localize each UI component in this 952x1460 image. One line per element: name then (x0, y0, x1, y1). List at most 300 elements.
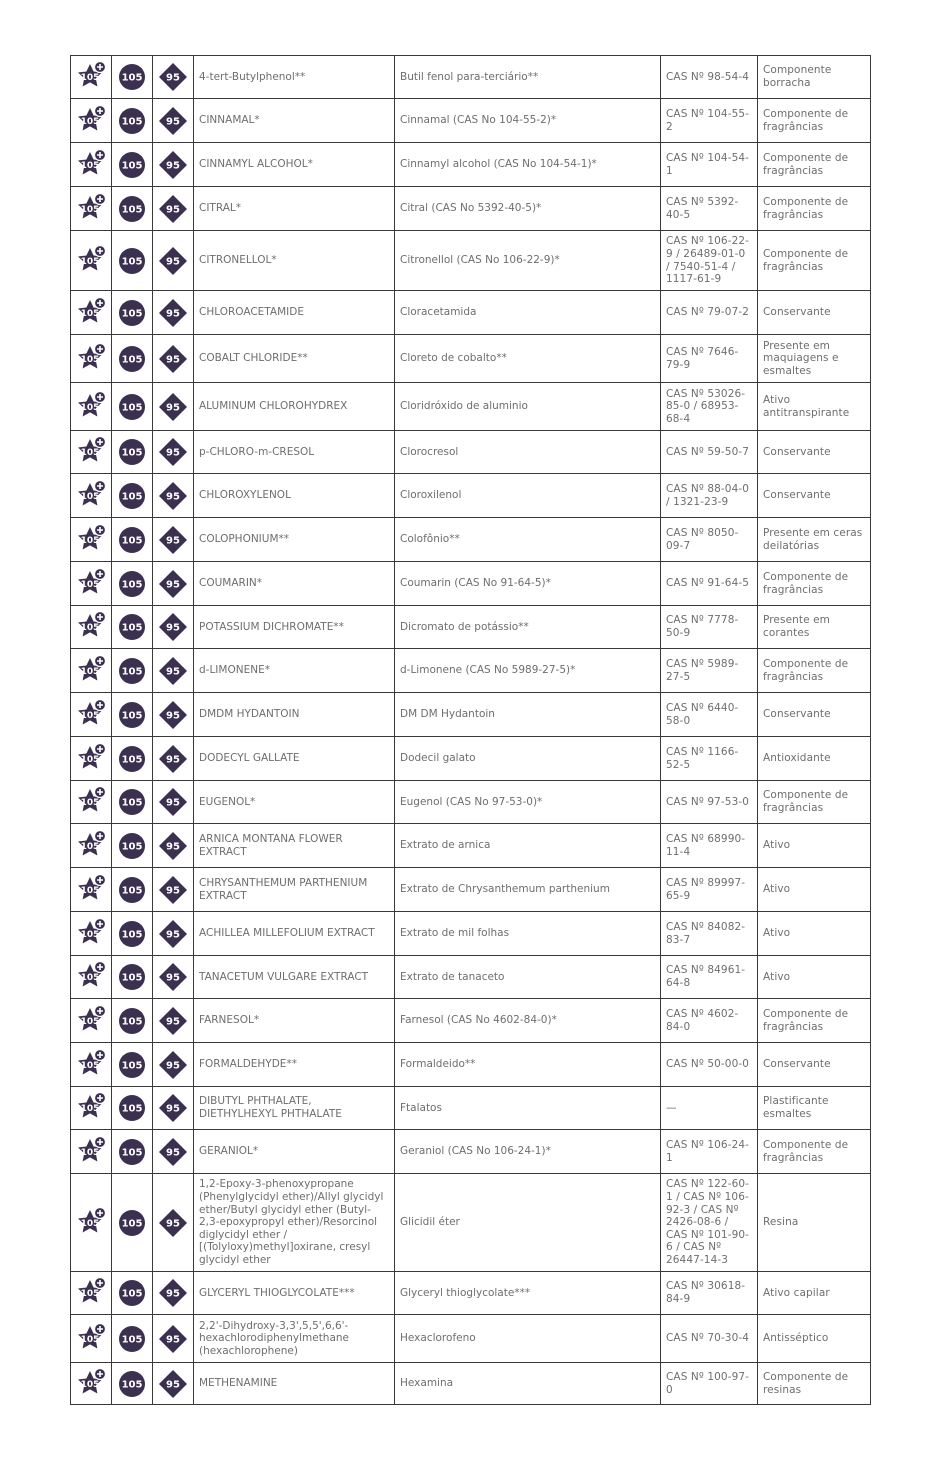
diamond-95-icon (157, 480, 189, 512)
function-cell: Resina (758, 1174, 871, 1272)
svg-text:105: 105 (80, 710, 100, 721)
function-cell: Componente de fragrâncias (758, 99, 871, 143)
circle-105-icon (117, 875, 147, 905)
svg-text:105: 105 (80, 160, 100, 171)
circle-105-icon (117, 525, 147, 555)
star-plus-105-icon (74, 1276, 108, 1310)
plus-badge-cell (71, 956, 112, 999)
circle-badge-cell (112, 1043, 153, 1087)
circle-105-icon (117, 1324, 147, 1354)
table-row (71, 431, 871, 474)
plus-badge-cell (71, 431, 112, 474)
cas-number-cell: CAS Nº 91-64-5 (661, 562, 758, 606)
svg-text:95: 95 (166, 256, 180, 267)
diamond-badge-cell (153, 518, 194, 562)
plus-badge-cell (71, 518, 112, 562)
diamond-95-icon (157, 343, 189, 375)
plus-badge-cell (71, 606, 112, 649)
circle-105-icon (117, 298, 147, 328)
cas-number-cell: CAS Nº 5392-40-5 (661, 187, 758, 231)
circle-105-icon (117, 62, 147, 92)
function-cell: Ativo (758, 824, 871, 868)
diamond-95-icon (157, 1136, 189, 1168)
portuguese-name-cell: Citral (CAS No 5392-40-5)* (395, 187, 661, 231)
svg-text:105: 105 (121, 1334, 143, 1345)
inci-name-cell: CHLOROACETAMIDE (194, 291, 395, 335)
plus-badge-cell (71, 649, 112, 693)
svg-text:105: 105 (80, 666, 100, 677)
diamond-badge-cell (153, 781, 194, 824)
inci-name-cell: FORMALDEHYDE** (194, 1043, 395, 1087)
circle-105-icon (117, 481, 147, 511)
cas-number-cell: CAS Nº 88-04-0 / 1321-23-9 (661, 474, 758, 518)
svg-text:105: 105 (121, 929, 143, 940)
inci-name-cell: METHENAMINE (194, 1363, 395, 1405)
svg-text:95: 95 (166, 354, 180, 365)
svg-text:105: 105 (121, 535, 143, 546)
portuguese-name-cell: DM DM Hydantoin (395, 693, 661, 737)
cas-number-cell: CAS Nº 1166-52-5 (661, 737, 758, 781)
plus-badge-cell (71, 1130, 112, 1174)
plus-badge-cell (71, 231, 112, 291)
portuguese-name-cell: Clorocresol (395, 431, 661, 474)
diamond-badge-cell (153, 143, 194, 187)
svg-text:105: 105 (80, 623, 100, 633)
table-row (71, 187, 871, 231)
svg-text:105: 105 (121, 116, 143, 127)
inci-name-cell: 4-tert-Butylphenol** (194, 56, 395, 99)
svg-text:95: 95 (166, 160, 180, 171)
plus-badge-cell (71, 143, 112, 187)
diamond-95-icon (157, 786, 189, 818)
star-plus-105-icon (74, 479, 108, 513)
function-cell: Ativo (758, 912, 871, 956)
circle-badge-cell (112, 1130, 153, 1174)
function-cell: Conservante (758, 431, 871, 474)
star-plus-105-icon (74, 148, 108, 182)
diamond-95-icon (157, 611, 189, 643)
diamond-95-icon (157, 699, 189, 731)
inci-name-cell: CHLOROXYLENOL (194, 474, 395, 518)
diamond-badge-cell (153, 1272, 194, 1315)
circle-badge-cell (112, 99, 153, 143)
function-cell: Componente de fragrâncias (758, 999, 871, 1043)
svg-text:95: 95 (166, 447, 180, 459)
table-row (71, 956, 871, 999)
plus-badge-cell (71, 187, 112, 231)
inci-name-cell: COLOPHONIUM** (194, 518, 395, 562)
svg-text:105: 105 (80, 798, 100, 808)
inci-name-cell: p-CHLORO-m-CRESOL (194, 431, 395, 474)
svg-text:105: 105 (121, 204, 143, 215)
inci-name-cell: d-LIMONENE* (194, 649, 395, 693)
diamond-95-icon (157, 1277, 189, 1309)
circle-105-icon (117, 1093, 147, 1123)
svg-text:105: 105 (121, 1379, 143, 1390)
star-plus-105-icon (74, 610, 108, 644)
table-row (71, 1363, 871, 1405)
inci-name-cell: DMDM HYDANTOIN (194, 693, 395, 737)
diamond-95-icon (157, 1207, 189, 1239)
diamond-95-icon (157, 1049, 189, 1081)
cas-number-cell: CAS Nº 68990-11-4 (661, 824, 758, 868)
svg-text:95: 95 (166, 579, 180, 590)
svg-text:105: 105 (121, 972, 143, 984)
star-plus-105-icon (74, 1206, 108, 1240)
svg-text:105: 105 (80, 1016, 100, 1027)
portuguese-name-cell: Butil fenol para-terciário** (395, 56, 661, 99)
function-cell: Componente de resinas (758, 1363, 871, 1405)
svg-text:95: 95 (166, 535, 180, 546)
diamond-badge-cell (153, 1043, 194, 1087)
table-row (71, 781, 871, 824)
portuguese-name-cell: Dicromato de potássio** (395, 606, 661, 649)
table-row (71, 693, 871, 737)
svg-text:95: 95 (166, 666, 180, 677)
cas-number-cell: CAS Nº 79-07-2 (661, 291, 758, 335)
table-row (71, 291, 871, 335)
cas-number-cell: CAS Nº 84961-64-8 (661, 956, 758, 999)
cas-number-cell: CAS Nº 106-22-9 / 26489-01-0 / 7540-51-4 / 1117-61-9 (661, 231, 758, 291)
star-plus-105-icon (74, 960, 108, 994)
cas-number-cell: CAS Nº 5989-27-5 (661, 649, 758, 693)
plus-badge-cell (71, 868, 112, 912)
inci-name-cell: DIBUTYL PHTHALATE, DIETHYLHEXYL PHTHALATE (194, 1087, 395, 1130)
star-plus-105-icon (74, 785, 108, 819)
circle-105-icon (117, 700, 147, 730)
plus-badge-cell (71, 912, 112, 956)
star-plus-105-icon (74, 1048, 108, 1082)
plus-badge-cell (71, 383, 112, 431)
svg-text:95: 95 (166, 797, 180, 809)
table-row (71, 474, 871, 518)
inci-name-cell: CINNAMYL ALCOHOL* (194, 143, 395, 187)
diamond-badge-cell (153, 1130, 194, 1174)
star-plus-105-icon (74, 342, 108, 376)
circle-badge-cell (112, 868, 153, 912)
plus-badge-cell (71, 562, 112, 606)
diamond-badge-cell (153, 231, 194, 291)
circle-105-icon (117, 194, 147, 224)
table-row (71, 1272, 871, 1315)
function-cell: Componente de fragrâncias (758, 231, 871, 291)
diamond-95-icon (157, 149, 189, 181)
cas-number-cell: CAS Nº 8050-09-7 (661, 518, 758, 562)
portuguese-name-cell: Cinnamal (CAS No 104-55-2)* (395, 99, 661, 143)
function-cell: Componente de fragrâncias (758, 143, 871, 187)
svg-text:105: 105 (80, 402, 100, 413)
circle-105-icon (117, 831, 147, 861)
svg-text:105: 105 (121, 308, 143, 319)
star-plus-105-icon (74, 1367, 108, 1401)
diamond-95-icon (157, 297, 189, 329)
function-cell: Antioxidante (758, 737, 871, 781)
diamond-95-icon (157, 1005, 189, 1037)
circle-badge-cell (112, 431, 153, 474)
diamond-badge-cell (153, 868, 194, 912)
diamond-badge-cell (153, 999, 194, 1043)
cas-number-cell: CAS Nº 100-97-0 (661, 1363, 758, 1405)
function-cell: Componente de fragrâncias (758, 187, 871, 231)
svg-text:95: 95 (166, 402, 180, 413)
diamond-badge-cell (153, 737, 194, 781)
svg-text:105: 105 (80, 973, 100, 983)
svg-text:95: 95 (166, 204, 180, 215)
portuguese-name-cell: Hexamina (395, 1363, 661, 1405)
diamond-badge-cell (153, 335, 194, 383)
diamond-badge-cell (153, 291, 194, 335)
star-plus-105-icon (74, 244, 108, 278)
portuguese-name-cell: d-Limonene (CAS No 5989-27-5)* (395, 649, 661, 693)
circle-105-icon (117, 1006, 147, 1036)
diamond-badge-cell (153, 187, 194, 231)
table-row (71, 335, 871, 383)
cas-number-cell: CAS Nº 30618-84-9 (661, 1272, 758, 1315)
table-row (71, 383, 871, 431)
table-row (71, 912, 871, 956)
table-row (71, 518, 871, 562)
portuguese-name-cell: Cloridróxido de aluminio (395, 383, 661, 431)
plus-badge-cell (71, 1315, 112, 1363)
cas-number-cell: CAS Nº 104-55-2 (661, 99, 758, 143)
function-cell: Componente de fragrâncias (758, 562, 871, 606)
plus-badge-cell (71, 1043, 112, 1087)
function-cell: Ativo antitranspirante (758, 383, 871, 431)
cas-number-cell: CAS Nº 122-60-1 / CAS Nº 106-92-3 / CAS Nº 2426-08-6 / CAS Nº 101-90-6 / CAS Nº 26447-14-3 (661, 1174, 758, 1272)
circle-105-icon (117, 1369, 147, 1399)
cas-number-cell: CAS Nº 98-54-4 (661, 56, 758, 99)
table-row (71, 1174, 871, 1272)
inci-name-cell: DODECYL GALLATE (194, 737, 395, 781)
diamond-95-icon (157, 105, 189, 137)
diamond-badge-cell (153, 562, 194, 606)
svg-text:105: 105 (121, 354, 143, 365)
circle-badge-cell (112, 1174, 153, 1272)
diamond-badge-cell (153, 1174, 194, 1272)
diamond-95-icon (157, 1368, 189, 1400)
table-row (71, 231, 871, 291)
circle-badge-cell (112, 474, 153, 518)
star-plus-105-icon (74, 1322, 108, 1356)
cas-number-cell: CAS Nº 84082-83-7 (661, 912, 758, 956)
circle-badge-cell (112, 1315, 153, 1363)
svg-text:105: 105 (80, 1218, 100, 1229)
inci-name-cell: 1,2-Epoxy-3-phenoxypropane (Phenylglycidyl ether)/Allyl glycidyl ether/Butyl glycidyl ether (Butyl-2,3-epoxypropyl ether)/Resorcinol diglycidyl ether / [(Tolyloxy)methyl]oxirane, cresyl glycidyl ether (194, 1174, 395, 1272)
diamond-badge-cell (153, 56, 194, 99)
portuguese-name-cell: Geraniol (CAS No 106-24-1)* (395, 1130, 661, 1174)
ingredients-table (70, 55, 871, 1405)
diamond-95-icon (157, 61, 189, 93)
diamond-95-icon (157, 743, 189, 775)
diamond-95-icon (157, 655, 189, 687)
portuguese-name-cell: Dodecil galato (395, 737, 661, 781)
svg-text:105: 105 (121, 447, 143, 459)
svg-text:105: 105 (80, 1289, 100, 1299)
svg-text:105: 105 (80, 1334, 100, 1345)
cas-number-cell: CAS Nº 89997-65-9 (661, 868, 758, 912)
circle-badge-cell (112, 912, 153, 956)
svg-text:95: 95 (166, 1288, 180, 1300)
ingredients-table-body (71, 56, 871, 1405)
circle-badge-cell (112, 781, 153, 824)
plus-badge-cell (71, 1174, 112, 1272)
circle-badge-cell (112, 1087, 153, 1130)
svg-text:105: 105 (80, 256, 100, 267)
table-row (71, 824, 871, 868)
svg-text:105: 105 (121, 256, 143, 267)
diamond-95-icon (157, 918, 189, 950)
diamond-badge-cell (153, 431, 194, 474)
diamond-95-icon (157, 391, 189, 423)
inci-name-cell: CINNAMAL* (194, 99, 395, 143)
star-plus-105-icon (74, 296, 108, 330)
function-cell: Ativo (758, 868, 871, 912)
function-cell: Presente em corantes (758, 606, 871, 649)
cas-number-cell: CAS Nº 97-53-0 (661, 781, 758, 824)
circle-badge-cell (112, 335, 153, 383)
svg-text:105: 105 (80, 116, 100, 127)
portuguese-name-cell: Cloroxilenol (395, 474, 661, 518)
svg-text:105: 105 (121, 710, 143, 721)
function-cell: Conservante (758, 474, 871, 518)
portuguese-name-cell: Glicidil éter (395, 1174, 661, 1272)
circle-105-icon (117, 612, 147, 642)
svg-text:105: 105 (80, 73, 100, 83)
diamond-95-icon (157, 193, 189, 225)
circle-105-icon (117, 1137, 147, 1167)
plus-badge-cell (71, 335, 112, 383)
svg-text:95: 95 (166, 841, 180, 852)
table-row (71, 1130, 871, 1174)
table-row (71, 99, 871, 143)
star-plus-105-icon (74, 390, 108, 424)
diamond-badge-cell (153, 693, 194, 737)
svg-text:95: 95 (166, 885, 180, 896)
inci-name-cell: GLYCERYL THIOGLYCOLATE*** (194, 1272, 395, 1315)
svg-text:95: 95 (166, 622, 180, 634)
function-cell: Plastificante esmaltes (758, 1087, 871, 1130)
circle-badge-cell (112, 231, 153, 291)
star-plus-105-icon (74, 60, 108, 94)
portuguese-name-cell: Extrato de arnica (395, 824, 661, 868)
table-row (71, 562, 871, 606)
function-cell: Componente borracha (758, 56, 871, 99)
function-cell: Componente de fragrâncias (758, 649, 871, 693)
svg-text:105: 105 (80, 1379, 100, 1390)
inci-name-cell: FARNESOL* (194, 999, 395, 1043)
svg-text:105: 105 (121, 622, 143, 634)
diamond-badge-cell (153, 606, 194, 649)
svg-text:95: 95 (166, 308, 180, 319)
circle-badge-cell (112, 999, 153, 1043)
portuguese-name-cell: Eugenol (CAS No 97-53-0)* (395, 781, 661, 824)
diamond-badge-cell (153, 99, 194, 143)
star-plus-105-icon (74, 829, 108, 863)
plus-badge-cell (71, 999, 112, 1043)
svg-text:105: 105 (80, 1104, 100, 1114)
svg-text:105: 105 (80, 579, 100, 590)
portuguese-name-cell: Cinnamyl alcohol (CAS No 104-54-1)* (395, 143, 661, 187)
plus-badge-cell (71, 56, 112, 99)
portuguese-name-cell: Extrato de Chrysanthemum parthenium (395, 868, 661, 912)
table-row (71, 999, 871, 1043)
cas-number-cell: CAS Nº 50-00-0 (661, 1043, 758, 1087)
plus-badge-cell (71, 474, 112, 518)
svg-text:105: 105 (80, 354, 100, 365)
circle-105-icon (117, 106, 147, 136)
table-row (71, 1315, 871, 1363)
table-row (71, 143, 871, 187)
plus-badge-cell (71, 1272, 112, 1315)
portuguese-name-cell: Extrato de tanaceto (395, 956, 661, 999)
star-plus-105-icon (74, 567, 108, 601)
diamond-95-icon (157, 524, 189, 556)
circle-badge-cell (112, 518, 153, 562)
table-row (71, 649, 871, 693)
svg-text:105: 105 (80, 1147, 100, 1158)
svg-text:95: 95 (166, 72, 180, 84)
diamond-badge-cell (153, 824, 194, 868)
svg-text:105: 105 (121, 885, 143, 896)
svg-text:95: 95 (166, 116, 180, 127)
circle-105-icon (117, 962, 147, 992)
cas-number-cell: CAS Nº 70-30-4 (661, 1315, 758, 1363)
star-plus-105-icon (74, 917, 108, 951)
star-plus-105-icon (74, 654, 108, 688)
plus-badge-cell (71, 291, 112, 335)
svg-text:105: 105 (80, 885, 100, 896)
circle-badge-cell (112, 383, 153, 431)
diamond-badge-cell (153, 912, 194, 956)
svg-text:95: 95 (166, 1379, 180, 1390)
circle-105-icon (117, 1208, 147, 1238)
svg-text:105: 105 (121, 1147, 143, 1158)
table-row (71, 1087, 871, 1130)
svg-text:105: 105 (80, 448, 100, 458)
svg-text:95: 95 (166, 491, 180, 502)
diamond-95-icon (157, 245, 189, 277)
star-plus-105-icon (74, 1004, 108, 1038)
function-cell: Componente de fragrâncias (758, 781, 871, 824)
portuguese-name-cell: Coumarin (CAS No 91-64-5)* (395, 562, 661, 606)
cas-number-cell: CAS Nº 7646-79-9 (661, 335, 758, 383)
portuguese-name-cell: Cloreto de cobalto** (395, 335, 661, 383)
star-plus-105-icon (74, 1091, 108, 1125)
diamond-badge-cell (153, 383, 194, 431)
circle-badge-cell (112, 824, 153, 868)
diamond-95-icon (157, 1092, 189, 1124)
inci-name-cell: 2,2'-Dihydroxy-3,3',5,5',6,6'-hexachlorodiphenylmethane (hexachlorophene) (194, 1315, 395, 1363)
inci-name-cell: TANACETUM VULGARE EXTRACT (194, 956, 395, 999)
svg-text:105: 105 (80, 929, 100, 940)
circle-105-icon (117, 656, 147, 686)
portuguese-name-cell: Cloracetamida (395, 291, 661, 335)
circle-badge-cell (112, 649, 153, 693)
inci-name-cell: POTASSIUM DICHROMATE** (194, 606, 395, 649)
circle-105-icon (117, 344, 147, 374)
svg-text:95: 95 (166, 929, 180, 940)
table-row (71, 868, 871, 912)
svg-text:105: 105 (121, 1016, 143, 1027)
circle-badge-cell (112, 187, 153, 231)
circle-badge-cell (112, 143, 153, 187)
circle-105-icon (117, 787, 147, 817)
svg-text:95: 95 (166, 710, 180, 721)
function-cell: Antisséptico (758, 1315, 871, 1363)
function-cell: Conservante (758, 291, 871, 335)
circle-105-icon (117, 744, 147, 774)
svg-text:105: 105 (80, 491, 100, 502)
